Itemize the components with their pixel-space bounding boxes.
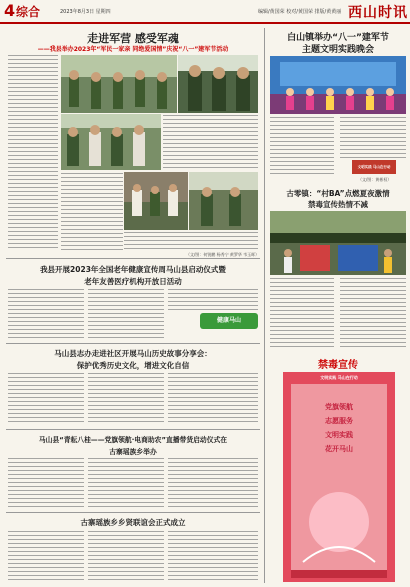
archives-body-col2	[88, 373, 164, 425]
zhongjiayi-subtitle: 禁毒宣传热情不减	[308, 200, 368, 209]
guzhai-body-col1	[8, 531, 84, 581]
eight-bars-title: 马山县“青耘八桂——党旗领航·电商助农”直播带货启动仪式在	[38, 436, 228, 444]
guzhai-title: 古寨瑶族乡乡贤联谊会正式成立	[80, 518, 186, 527]
issue-date: 2023年8月3日 星期四	[60, 9, 111, 15]
civic-poster	[283, 372, 395, 582]
army-day-photo-3	[61, 114, 161, 170]
tencent-stamp-text: 文明实践 马山在行动	[357, 165, 391, 169]
archives-body-col3	[168, 373, 258, 425]
army-day-body-col3	[61, 173, 123, 251]
drug-ad-title: 禁毒宣传	[318, 360, 358, 371]
army-day-body-col4	[124, 232, 258, 250]
page-number: 4	[4, 1, 16, 20]
tencent-stamp	[352, 160, 396, 174]
baiyun-body-col2	[340, 117, 406, 159]
guzhai-body-col3	[168, 531, 258, 581]
editors-line: 编辑/黄国荣 校对/黄国荣 排版/黄黄丽	[258, 9, 342, 15]
divider-3	[6, 429, 260, 430]
army-day-photo-caption: （文/图：何锐鹏 杨秀宁 黄罗华 韦玉晖）	[186, 252, 260, 257]
section-name: 综合	[16, 5, 41, 19]
baiyun-body-col1	[270, 117, 334, 175]
eight-bars-body-col2	[88, 458, 164, 508]
archives-body-col1	[8, 373, 84, 425]
divider-2	[6, 343, 260, 344]
army-day-photo-2	[178, 55, 258, 113]
poster-line-1: 党旗领航	[325, 402, 353, 411]
elderly-body-col2	[88, 289, 164, 339]
archives-title: 马山县志办走进社区开展马山历史故事分享会：	[54, 349, 212, 358]
masthead	[0, 0, 410, 24]
elderly-body-col1	[8, 289, 84, 339]
elderly-body-col3	[168, 289, 258, 311]
elderly-subtitle: 老年友善医疗机构开放日活动	[84, 277, 182, 286]
health-badge	[200, 313, 258, 329]
zhongjiayi-photo	[270, 211, 406, 275]
divider-1	[6, 258, 260, 259]
baiyun-caption: （文/图：黄彬权）	[358, 177, 392, 182]
eight-bars-body-col3	[168, 458, 258, 508]
army-day-body-col2	[163, 115, 258, 170]
zhongjiayi-title: 古零镇：“村BA”点燃夏夜激情	[286, 189, 390, 198]
army-day-photo-4	[124, 172, 188, 230]
guzhai-body-col2	[88, 531, 164, 581]
elderly-title: 我县开展2023年全国老年健康宣传周马山县启动仪式暨	[40, 265, 226, 274]
army-day-photo-1	[61, 55, 177, 113]
left-divider	[264, 28, 265, 583]
baiyun-photo	[270, 56, 406, 114]
poster-line-4: 花开马山	[325, 444, 353, 453]
baiyun-title: 白山镇举办“八一”建军节	[287, 33, 389, 43]
health-badge-text: 健康马山	[216, 317, 241, 324]
archives-subtitle: 保护优秀历史文化，增进文化自信	[76, 361, 190, 370]
zhongjiayi-body-col1	[270, 278, 334, 348]
poster-line-2: 志愿服务	[325, 416, 353, 425]
army-day-subtitle: ——我县举办2023年“军民一家亲 同绝爱国情”庆祝“八一”建军节活动	[37, 46, 229, 53]
baiyun-subtitle: 主题文明实践晚会	[301, 45, 374, 55]
poster-top-line: 文明实践 马山在行动	[320, 375, 358, 380]
paper-logo: 西山时讯	[348, 5, 408, 21]
army-day-title: 走进军营 感受军魂	[87, 32, 179, 45]
eight-bars-subtitle: 古寨瑶族乡举办	[109, 448, 157, 456]
eight-bars-body-col1	[8, 458, 84, 508]
poster-line-3: 文明实践	[325, 430, 353, 439]
army-day-body-col1	[8, 55, 58, 250]
divider-4	[6, 512, 260, 513]
army-day-photo-5	[189, 172, 258, 230]
zhongjiayi-body-col2	[340, 278, 406, 348]
